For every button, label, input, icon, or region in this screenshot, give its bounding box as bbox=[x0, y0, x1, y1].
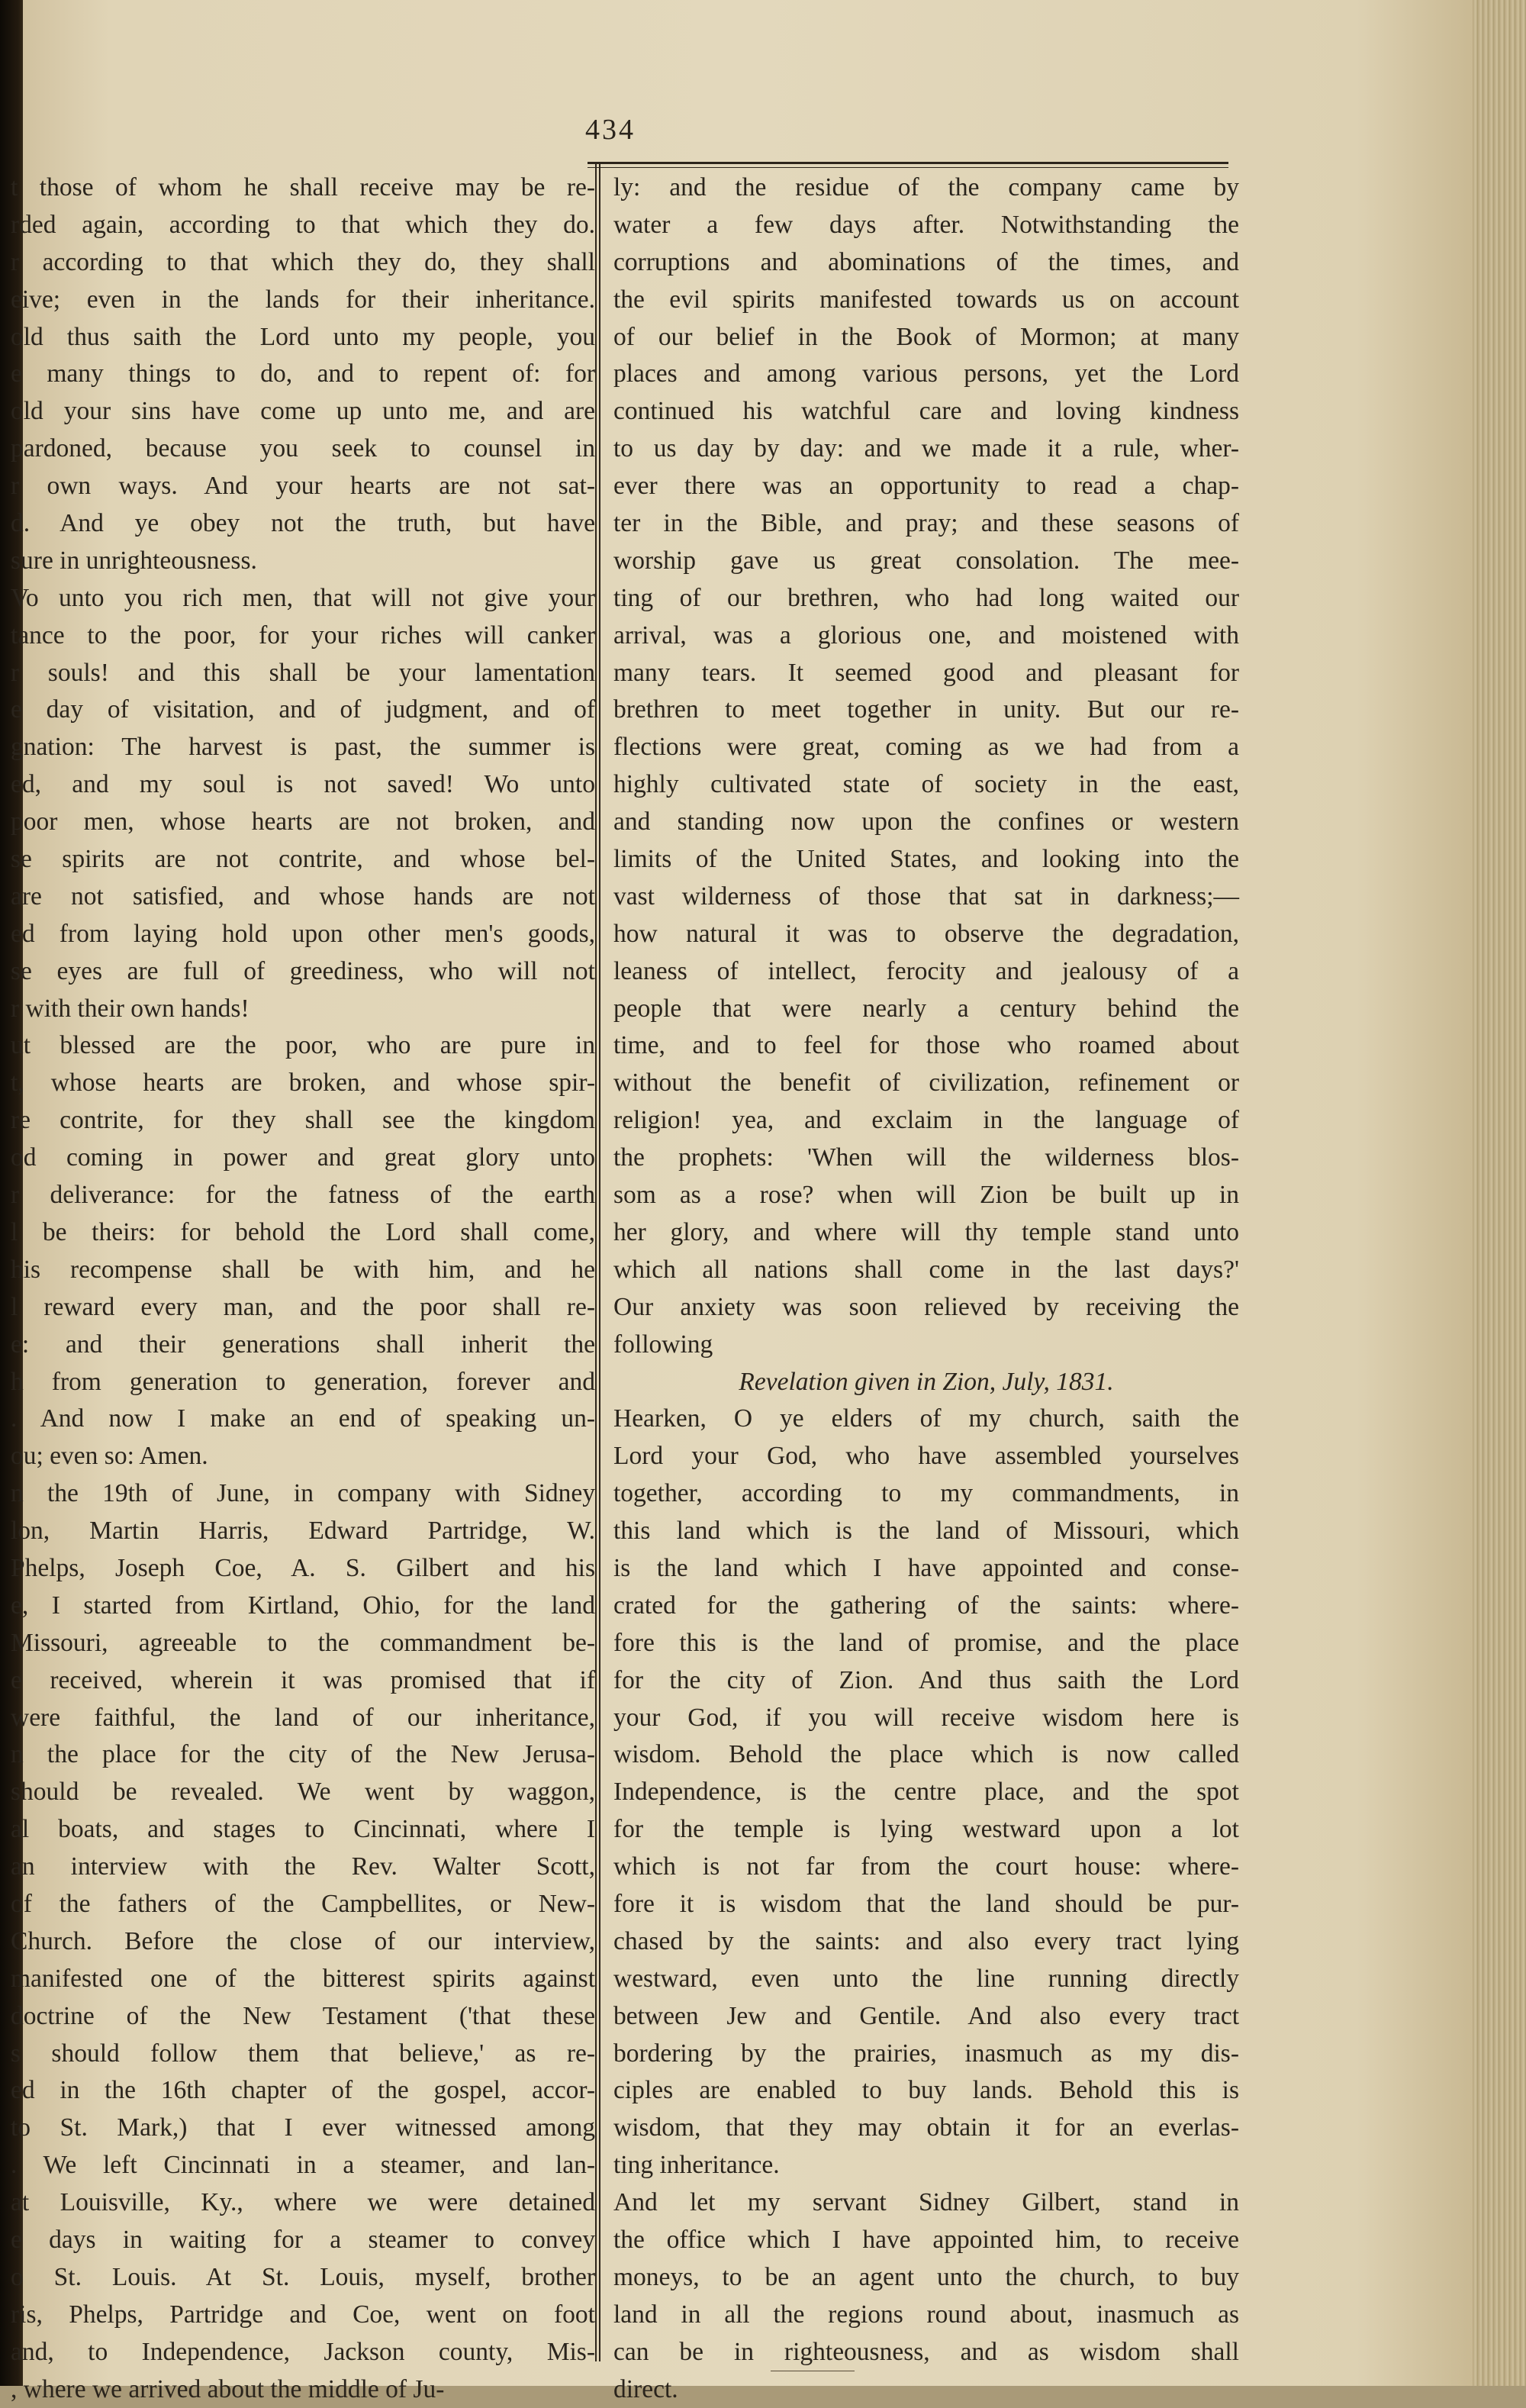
text-line: l reward every man, and the poor shall re- bbox=[11, 1292, 595, 1321]
text-line: re contrite, for they shall see the kingdom bbox=[11, 1106, 595, 1135]
text-line: the prophets: 'When will the wilderness blos- bbox=[613, 1143, 1239, 1172]
text-line: ut blessed are the poor, who are pure in bbox=[11, 1031, 595, 1060]
text-line: ly: and the residue of the company came by bbox=[613, 173, 1239, 201]
text-line: and standing now upon the confines or western bbox=[613, 808, 1239, 837]
text-line: e days in waiting for a steamer to convey bbox=[11, 2225, 595, 2254]
text-line: places and among various persons, yet the Lord bbox=[613, 359, 1239, 388]
text-line: between Jew and Gentile. And also every tract bbox=[613, 2001, 1239, 2030]
text-line: Phelps, Joseph Coe, A. S. Gilbert and his bbox=[11, 1553, 595, 1582]
text-line: this land which is the land of Missouri, which bbox=[613, 1517, 1239, 1546]
text-line: gnation: The harvest is past, the summer is bbox=[11, 733, 595, 762]
text-line: arrival, was a glorious one, and moistened with bbox=[613, 621, 1239, 650]
text-line: can be in righteousness, and as wisdom shall bbox=[613, 2337, 1239, 2366]
text-line: e: and their generations shall inherit the bbox=[11, 1330, 595, 1359]
text-line: his recompense shall be with him, and he bbox=[11, 1255, 595, 1284]
text-line: se eyes are full of greediness, who will not bbox=[11, 956, 595, 985]
text-line: n the place for the city of the New Jerusa- bbox=[11, 1740, 595, 1769]
text-line: lon, Martin Harris, Edward Partridge, W. bbox=[11, 1517, 595, 1546]
text-line: many tears. It seemed good and pleasant for bbox=[613, 658, 1239, 687]
text-line: following bbox=[613, 1330, 713, 1359]
text-line: t, whose hearts are broken, and whose spir- bbox=[11, 1069, 595, 1098]
right-column bbox=[613, 169, 1239, 2408]
text-line: wisdom, that they may obtain it for an everlas- bbox=[613, 2113, 1239, 2142]
text-line: were faithful, the land of our inheritance, bbox=[11, 1703, 595, 1732]
text-line: r with their own hands! bbox=[11, 994, 250, 1023]
text-line: ou; even so: Amen. bbox=[11, 1442, 208, 1471]
text-line: eive; even in the lands for their inheritance. bbox=[11, 285, 595, 314]
text-line: pardoned, because you seek to counsel in bbox=[11, 434, 595, 463]
text-line: . And now I make an end of speaking un- bbox=[11, 1404, 595, 1433]
text-line: Independence, is the centre place, and the spot bbox=[613, 1778, 1239, 1807]
text-line: som as a rose? when will Zion be built up in bbox=[613, 1181, 1239, 1210]
column-divider bbox=[595, 163, 600, 2361]
text-line: together, according to my commandments, in bbox=[613, 1479, 1239, 1508]
text-line: ever there was an opportunity to read a chap- bbox=[613, 472, 1239, 501]
text-line: time, and to feel for those who roamed about bbox=[613, 1031, 1239, 1060]
text-line: , where we arrived about the middle of Ju- bbox=[11, 2374, 445, 2403]
text-line: highly cultivated state of society in the east, bbox=[613, 770, 1239, 799]
text-line: e day of visitation, and of judgment, and of bbox=[11, 695, 595, 724]
text-line: water a few days after. Notwithstanding the bbox=[613, 210, 1239, 239]
text-line: brethren to meet together in unity. But our re- bbox=[613, 695, 1239, 724]
text-line: is the land which I have appointed and conse- bbox=[613, 1553, 1239, 1582]
text-line: poor men, whose hearts are not broken, and bbox=[11, 808, 595, 837]
left-column bbox=[11, 169, 595, 2408]
text-line: ed from laying hold upon other men's goods, bbox=[11, 919, 595, 948]
text-line: leaness of intellect, ferocity and jealousy of a bbox=[613, 956, 1239, 985]
text-line: e many things to do, and to repent of: for bbox=[11, 359, 595, 388]
text-line: fore it is wisdom that the land should be pur- bbox=[613, 1889, 1239, 1918]
text-line: doctrine of the New Testament ('that these bbox=[11, 2001, 595, 2030]
text-line: moneys, to be an agent unto the church, to buy bbox=[613, 2262, 1239, 2291]
text-line: for the temple is lying westward upon a lot bbox=[613, 1815, 1239, 1844]
text-line: to St. Mark,) that I ever witnessed among bbox=[11, 2113, 595, 2142]
text-line: r according to that which they do, they shall bbox=[11, 247, 595, 276]
text-line: od coming in power and great glory unto bbox=[11, 1143, 595, 1172]
header-rule-thin bbox=[588, 167, 1228, 168]
text-line: e, I started from Kirtland, Ohio, for the land bbox=[11, 1591, 595, 1620]
text-line: her glory, and where will thy temple stand unto bbox=[613, 1217, 1239, 1246]
text-line: e received, wherein it was promised that if bbox=[11, 1665, 595, 1694]
text-line: t those of whom he shall receive may be re- bbox=[11, 173, 595, 201]
text-line: bordering by the prairies, inasmuch as my dis- bbox=[613, 2039, 1239, 2068]
text-line: Church. Before the close of our interview, bbox=[11, 1926, 595, 1955]
text-line: the evil spirits manifested towards us on account bbox=[613, 285, 1239, 314]
text-line: Missouri, agreeable to the commandment be- bbox=[11, 1628, 595, 1657]
text-line: fore this is the land of promise, and the place bbox=[613, 1628, 1239, 1657]
text-line: r own ways. And your hearts are not sat- bbox=[11, 472, 595, 501]
text-line: to us day by day: and we made it a rule, wher- bbox=[613, 434, 1239, 463]
text-line: chased by the saints: and also every tract lying bbox=[613, 1926, 1239, 1955]
text-line: ting inheritance. bbox=[613, 2151, 780, 2180]
text-line: ed in the 16th chapter of the gospel, accor- bbox=[11, 2076, 595, 2105]
text-line: Vo unto you rich men, that will not give your bbox=[11, 583, 595, 612]
text-line: . We left Cincinnati in a steamer, and lan- bbox=[11, 2151, 595, 2180]
text-line: h from generation to generation, forever and bbox=[11, 1367, 595, 1396]
text-line: ris, Phelps, Partridge and Coe, went on foot bbox=[11, 2300, 595, 2329]
header-rule bbox=[588, 162, 1228, 164]
text-line: of our belief in the Book of Mormon; at many bbox=[613, 322, 1239, 351]
text-line: tance to the poor, for your riches will canker bbox=[11, 621, 595, 650]
text-line: and, to Independence, Jackson county, Mis- bbox=[11, 2337, 595, 2366]
text-line: should be revealed. We went by waggon, bbox=[11, 1778, 595, 1807]
text-line: without the benefit of civilization, refinement or bbox=[613, 1069, 1239, 1098]
text-line: o St. Louis. At St. Louis, myself, brother bbox=[11, 2262, 595, 2291]
text-line: l be theirs: for behold the Lord shall come, bbox=[11, 1217, 595, 1246]
text-line: ciples are enabled to buy lands. Behold this is bbox=[613, 2076, 1239, 2105]
text-line: corruptions and abominations of the times, and bbox=[613, 247, 1239, 276]
text-line: ter in the Bible, and pray; and these seasons of bbox=[613, 509, 1239, 538]
text-line: for the city of Zion. And thus saith the Lord bbox=[613, 1665, 1239, 1694]
text-line: ed, and my soul is not saved! Wo unto bbox=[11, 770, 595, 799]
text-line: how natural it was to observe the degradation, bbox=[613, 919, 1239, 948]
text-line: manifested one of the bitterest spirits against bbox=[11, 1964, 595, 1993]
text-line: r deliverance: for the fatness of the earth bbox=[11, 1181, 595, 1210]
text-line: Lord your God, who have assembled yourselves bbox=[613, 1442, 1239, 1471]
page-number: 434 bbox=[585, 114, 636, 146]
text-line: continued his watchful care and loving kindness bbox=[613, 397, 1239, 426]
text-line: rded again, according to that which they do. bbox=[11, 210, 595, 239]
text-line: land in all the regions round about, inasmuch as bbox=[613, 2300, 1239, 2329]
text-line: people that were nearly a century behind the bbox=[613, 994, 1239, 1023]
text-line: sure in unrighteousness. bbox=[11, 546, 257, 575]
text-line: your God, if you will receive wisdom here is bbox=[613, 1703, 1239, 1732]
text-line: at Louisville, Ky., where we were detained bbox=[11, 2188, 595, 2217]
page-edges bbox=[1473, 0, 1526, 2386]
text-line: n the 19th of June, in company with Sidney bbox=[11, 1479, 595, 1508]
text-line: old your sins have come up unto me, and are bbox=[11, 397, 595, 426]
text-line: westward, even unto the line running directly bbox=[613, 1964, 1239, 1993]
text-line: vast wilderness of those that sat in darkness;— bbox=[613, 882, 1239, 911]
text-line: al boats, and stages to Cincinnati, where I bbox=[11, 1815, 595, 1844]
text-line: are not satisfied, and whose hands are not bbox=[11, 882, 595, 911]
text-line: Our anxiety was soon relieved by receiving the bbox=[613, 1292, 1239, 1321]
text-line: ting of our brethren, who had long waited our bbox=[613, 583, 1239, 612]
text-line: which all nations shall come in the last days?' bbox=[613, 1255, 1239, 1284]
text-line: flections were great, coming as we had from a bbox=[613, 733, 1239, 762]
text-line: an interview with the Rev. Walter Scott, bbox=[11, 1852, 595, 1881]
text-line: of the fathers of the Campbellites, or New- bbox=[11, 1889, 595, 1918]
text-line: worship gave us great consolation. The mee- bbox=[613, 546, 1239, 575]
text-line: se spirits are not contrite, and whose bel- bbox=[11, 845, 595, 874]
text-line: Hearken, O ye elders of my church, saith the bbox=[613, 1404, 1239, 1433]
text-line: religion! yea, and exclaim in the language of bbox=[613, 1106, 1239, 1135]
text-line: s should follow them that believe,' as re- bbox=[11, 2039, 595, 2068]
text-line: And let my servant Sidney Gilbert, stand in bbox=[613, 2188, 1239, 2217]
text-line: crated for the gathering of the saints: where- bbox=[613, 1591, 1239, 1620]
text-line: limits of the United States, and looking into the bbox=[613, 845, 1239, 874]
text-line: which is not far from the court house: where- bbox=[613, 1852, 1239, 1881]
text-line: direct. bbox=[613, 2374, 678, 2403]
text-line: the office which I have appointed him, to receive bbox=[613, 2225, 1239, 2254]
text-line: old thus saith the Lord unto my people, you bbox=[11, 322, 595, 351]
revelation-heading: Revelation given in Zion, July, 1831. bbox=[739, 1367, 1114, 1396]
text-line: d. And ye obey not the truth, but have bbox=[11, 509, 595, 538]
text-line: r souls! and this shall be your lamentation bbox=[11, 658, 595, 687]
text-line: wisdom. Behold the place which is now called bbox=[613, 1740, 1239, 1769]
